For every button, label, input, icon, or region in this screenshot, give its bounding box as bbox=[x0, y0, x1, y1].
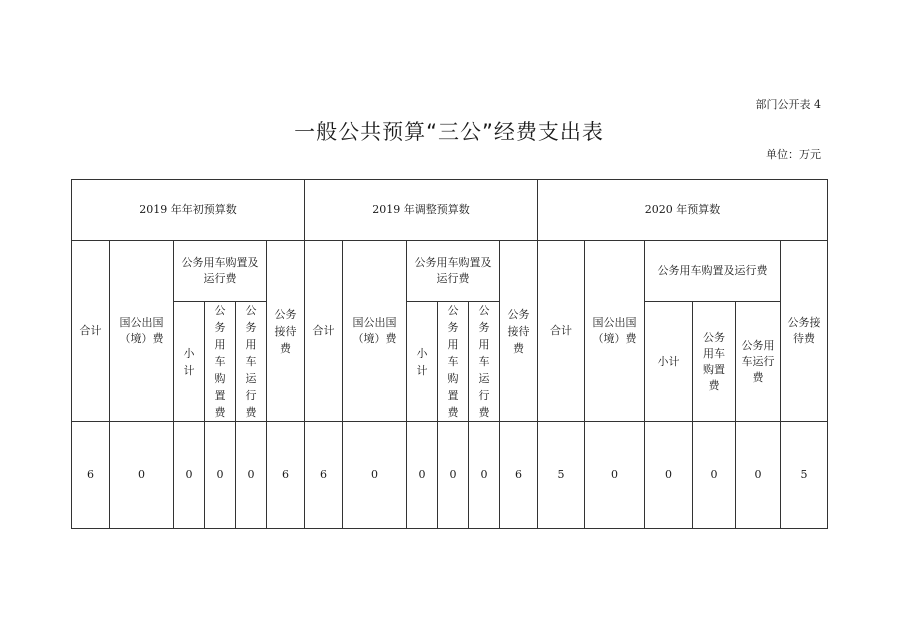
value-cell: 6 bbox=[267, 422, 305, 529]
header-subtotal: 小计 bbox=[174, 302, 205, 422]
group-header-row bbox=[72, 180, 828, 241]
header-purchase: 公务用车购置费 bbox=[205, 302, 236, 422]
header-operation: 公务用车运行费 bbox=[736, 302, 781, 422]
value-cell: 0 bbox=[585, 422, 645, 529]
header-vehicle: 公务用车购置及运行费 bbox=[407, 241, 500, 302]
value-cell: 0 bbox=[438, 422, 469, 529]
value-cell: 0 bbox=[236, 422, 267, 529]
header-abroad: 国公出国（境）费 bbox=[343, 241, 407, 422]
header-purchase: 公务用车购置费 bbox=[693, 302, 736, 422]
unit-label: 单位：万元 bbox=[766, 148, 821, 161]
group-2019-initial: 2019 年年初预算数 bbox=[72, 180, 305, 241]
value-cell: 0 bbox=[736, 422, 781, 529]
value-row bbox=[72, 422, 828, 529]
value-cell: 0 bbox=[174, 422, 205, 529]
value-cell: 5 bbox=[538, 422, 585, 529]
header-vehicle: 公务用车购置及运行费 bbox=[645, 241, 781, 302]
header-operation: 公务用车运行费 bbox=[469, 302, 500, 422]
header-subtotal: 小计 bbox=[407, 302, 438, 422]
header-total: 合计 bbox=[538, 241, 585, 422]
page-title: 一般公共预算“三公”经费支出表 bbox=[294, 120, 604, 144]
group-2019-adjusted: 2019 年调整预算数 bbox=[305, 180, 538, 241]
value-cell: 0 bbox=[205, 422, 236, 529]
value-cell: 0 bbox=[645, 422, 693, 529]
value-cell: 0 bbox=[343, 422, 407, 529]
value-cell: 0 bbox=[110, 422, 174, 529]
header-total: 合计 bbox=[305, 241, 343, 422]
header-abroad: 国公出国（境）费 bbox=[585, 241, 645, 422]
column-header-row-2 bbox=[72, 302, 828, 422]
value-cell: 6 bbox=[72, 422, 110, 529]
header-abroad: 国公出国（境）费 bbox=[110, 241, 174, 422]
header-reception: 公务接待费 bbox=[267, 241, 305, 422]
header-vehicle: 公务用车购置及运行费 bbox=[174, 241, 267, 302]
header-operation: 公务用车运行费 bbox=[236, 302, 267, 422]
header-reception: 公务接待费 bbox=[500, 241, 538, 422]
budget-table bbox=[71, 179, 828, 529]
group-2020: 2020 年预算数 bbox=[538, 180, 828, 241]
value-cell: 0 bbox=[693, 422, 736, 529]
document-label: 部门公开表 4 bbox=[755, 98, 821, 111]
header-reception: 公务接待费 bbox=[781, 241, 828, 422]
value-cell: 6 bbox=[305, 422, 343, 529]
header-total: 合计 bbox=[72, 241, 110, 422]
value-cell: 6 bbox=[500, 422, 538, 529]
value-cell: 0 bbox=[469, 422, 500, 529]
value-cell: 5 bbox=[781, 422, 828, 529]
header-subtotal: 小计 bbox=[645, 302, 693, 422]
header-purchase: 公务用车购置费 bbox=[438, 302, 469, 422]
column-header-row-1 bbox=[72, 241, 828, 302]
value-cell: 0 bbox=[407, 422, 438, 529]
